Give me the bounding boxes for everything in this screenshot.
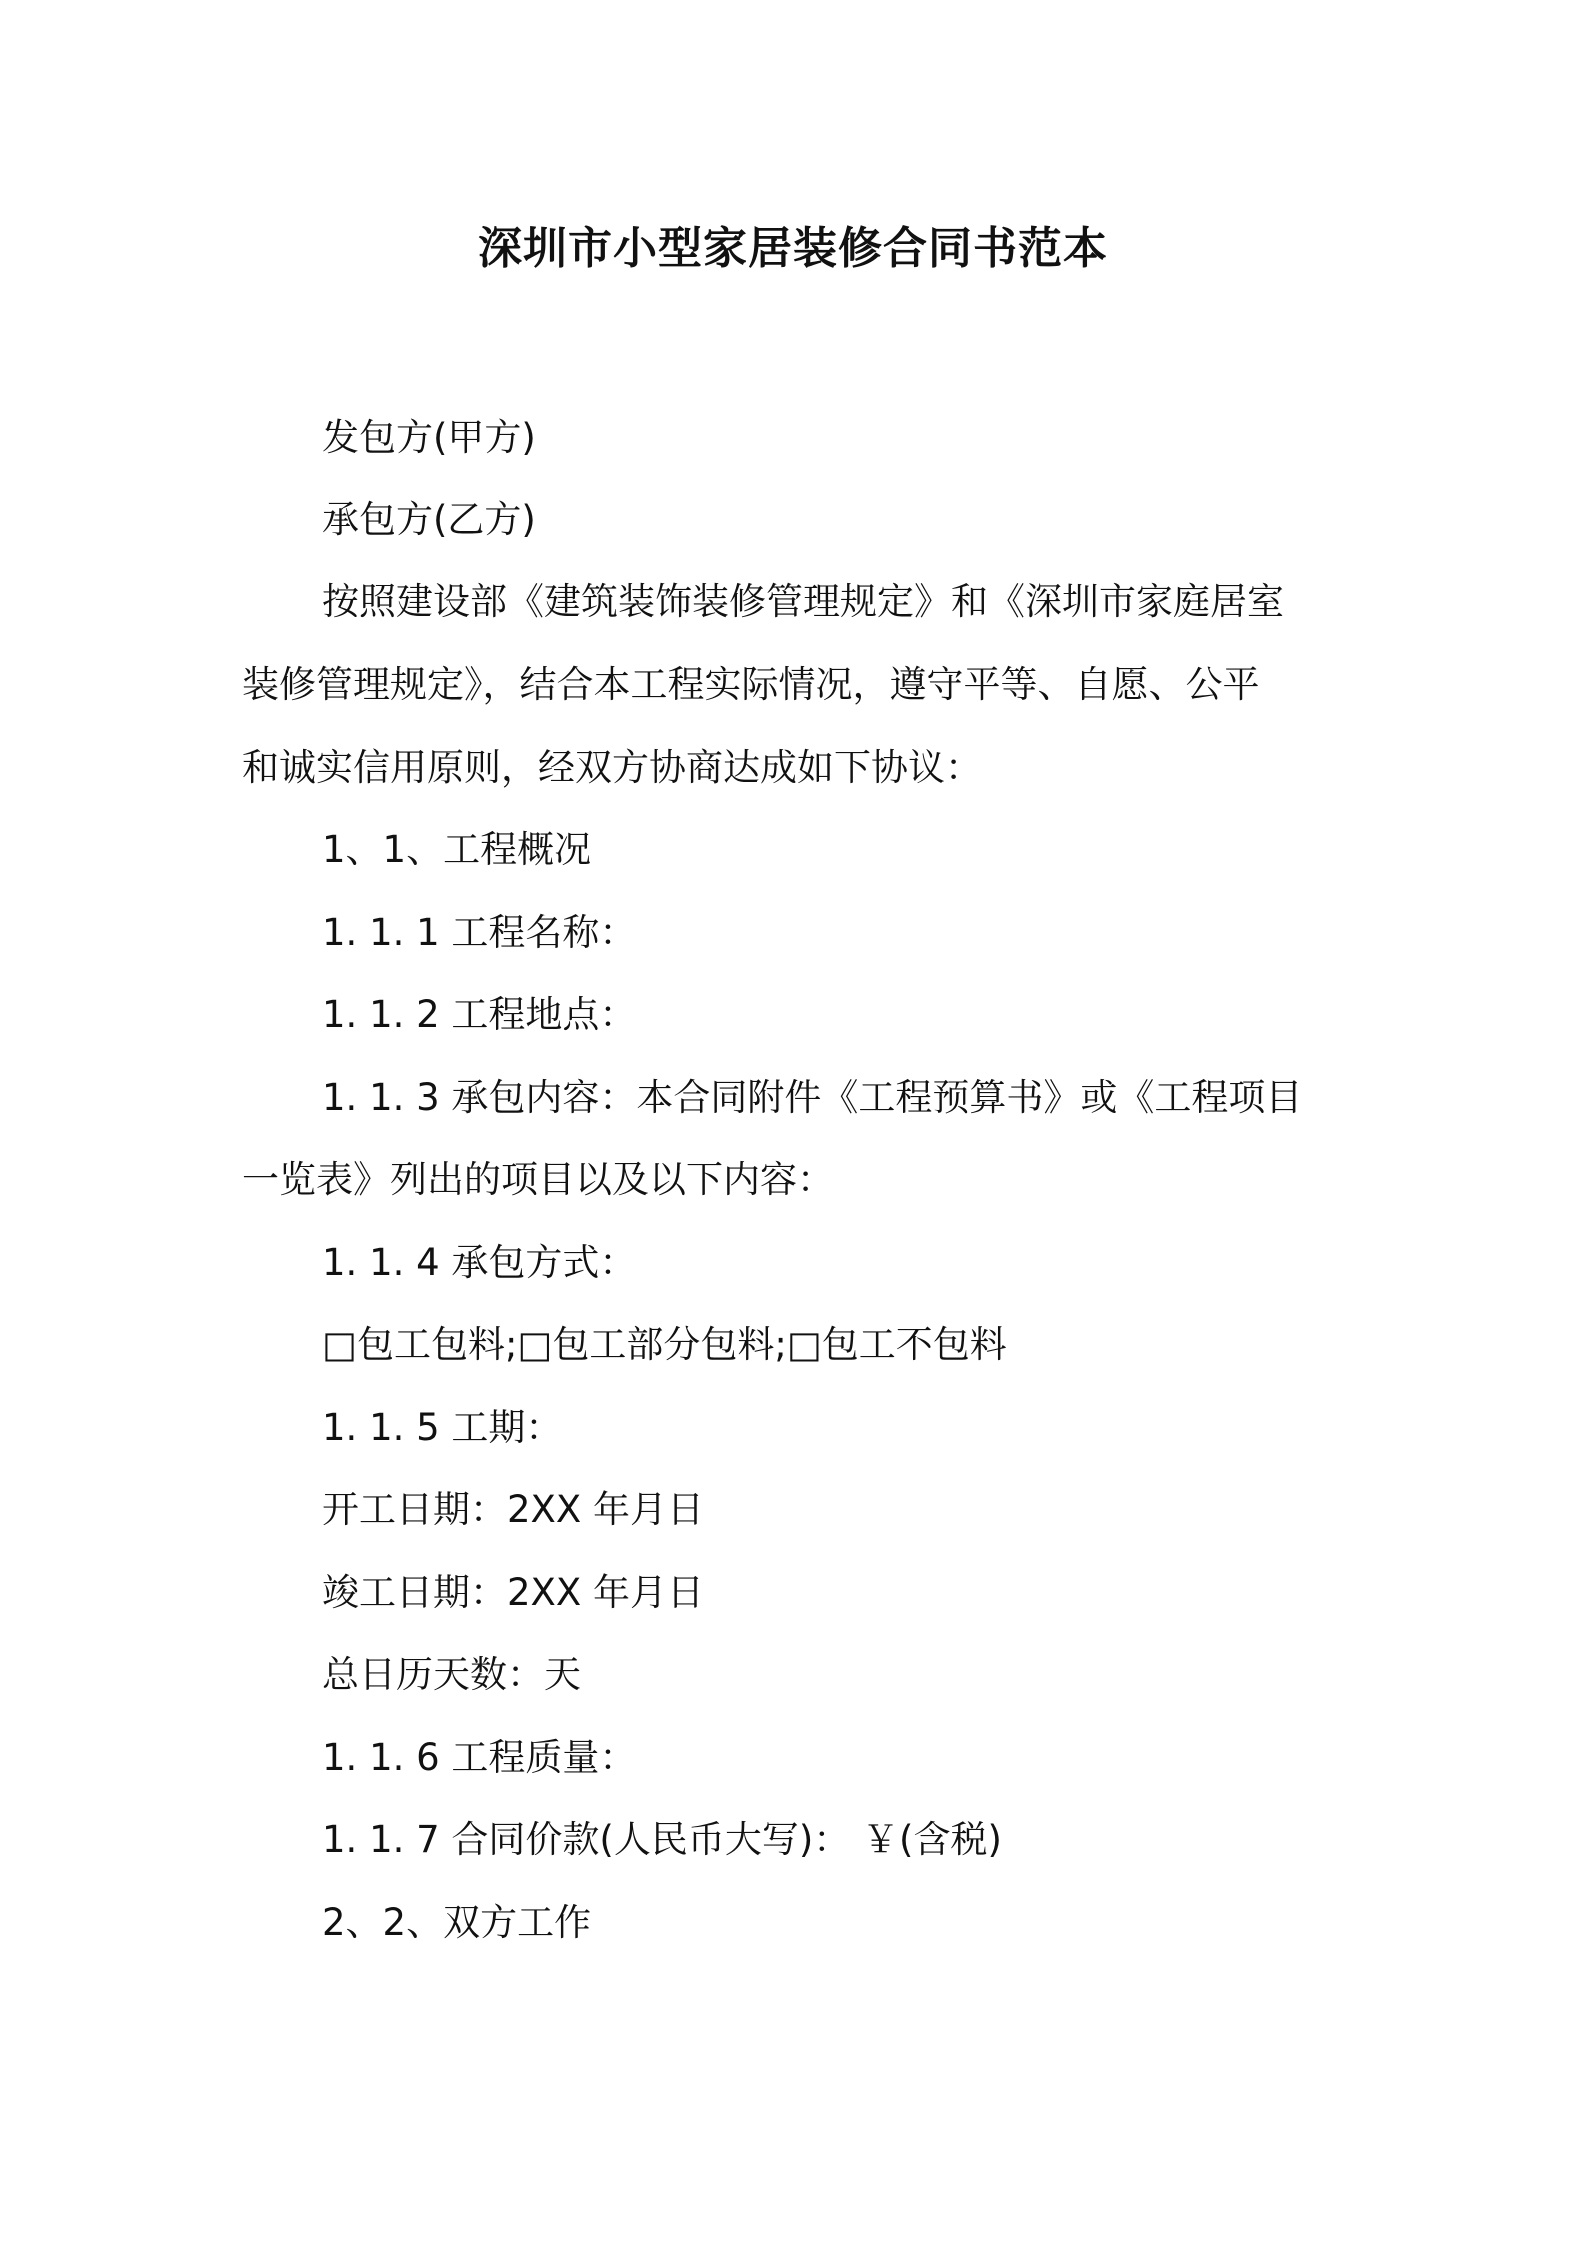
clause-1-1-4: 1. 1. 4 承包方式： <box>322 1241 637 1284</box>
section-2-heading: 2、2、双方工作 <box>322 1901 592 1944</box>
clause-1-1-3-line-2: 一览表》列出的项目以及以下内容： <box>242 1158 834 1201</box>
clause-1-1-7: 1. 1. 7 合同价款(人民币大写)： ￥(含税) <box>322 1818 1002 1861</box>
preamble-line-2: 装修管理规定》，结合本工程实际情况，遵守平等、自愿、公平 <box>242 663 1260 706</box>
completion-date-line: 竣工日期：2XX 年月日 <box>322 1571 704 1614</box>
clause-1-1-1: 1. 1. 1 工程名称： <box>322 911 637 954</box>
clause-1-1-2: 1. 1. 2 工程地点： <box>322 993 637 1036</box>
party-a-line: 发包方(甲方) <box>322 416 536 459</box>
contract-mode-options: □包工包料;□包工部分包料;□包工不包料 <box>322 1323 1007 1366</box>
start-date-line: 开工日期：2XX 年月日 <box>322 1488 704 1531</box>
preamble-line-3: 和诚实信用原则，经双方协商达成如下协议： <box>242 746 982 789</box>
clause-1-1-5: 1. 1. 5 工期： <box>322 1406 563 1449</box>
preamble-line-1: 按照建设部《建筑装饰装修管理规定》和《深圳市家庭居室 <box>322 580 1284 623</box>
total-days-line: 总日历天数：天 <box>322 1653 581 1696</box>
party-b-line: 承包方(乙方) <box>322 498 536 541</box>
clause-1-1-3-line-1: 1. 1. 3 承包内容：本合同附件《工程预算书》或《工程项目 <box>322 1076 1303 1119</box>
clause-1-1-6: 1. 1. 6 工程质量： <box>322 1736 637 1779</box>
section-1-heading: 1、1、工程概况 <box>322 828 592 871</box>
document-title: 深圳市小型家居装修合同书范本 <box>478 223 1108 274</box>
